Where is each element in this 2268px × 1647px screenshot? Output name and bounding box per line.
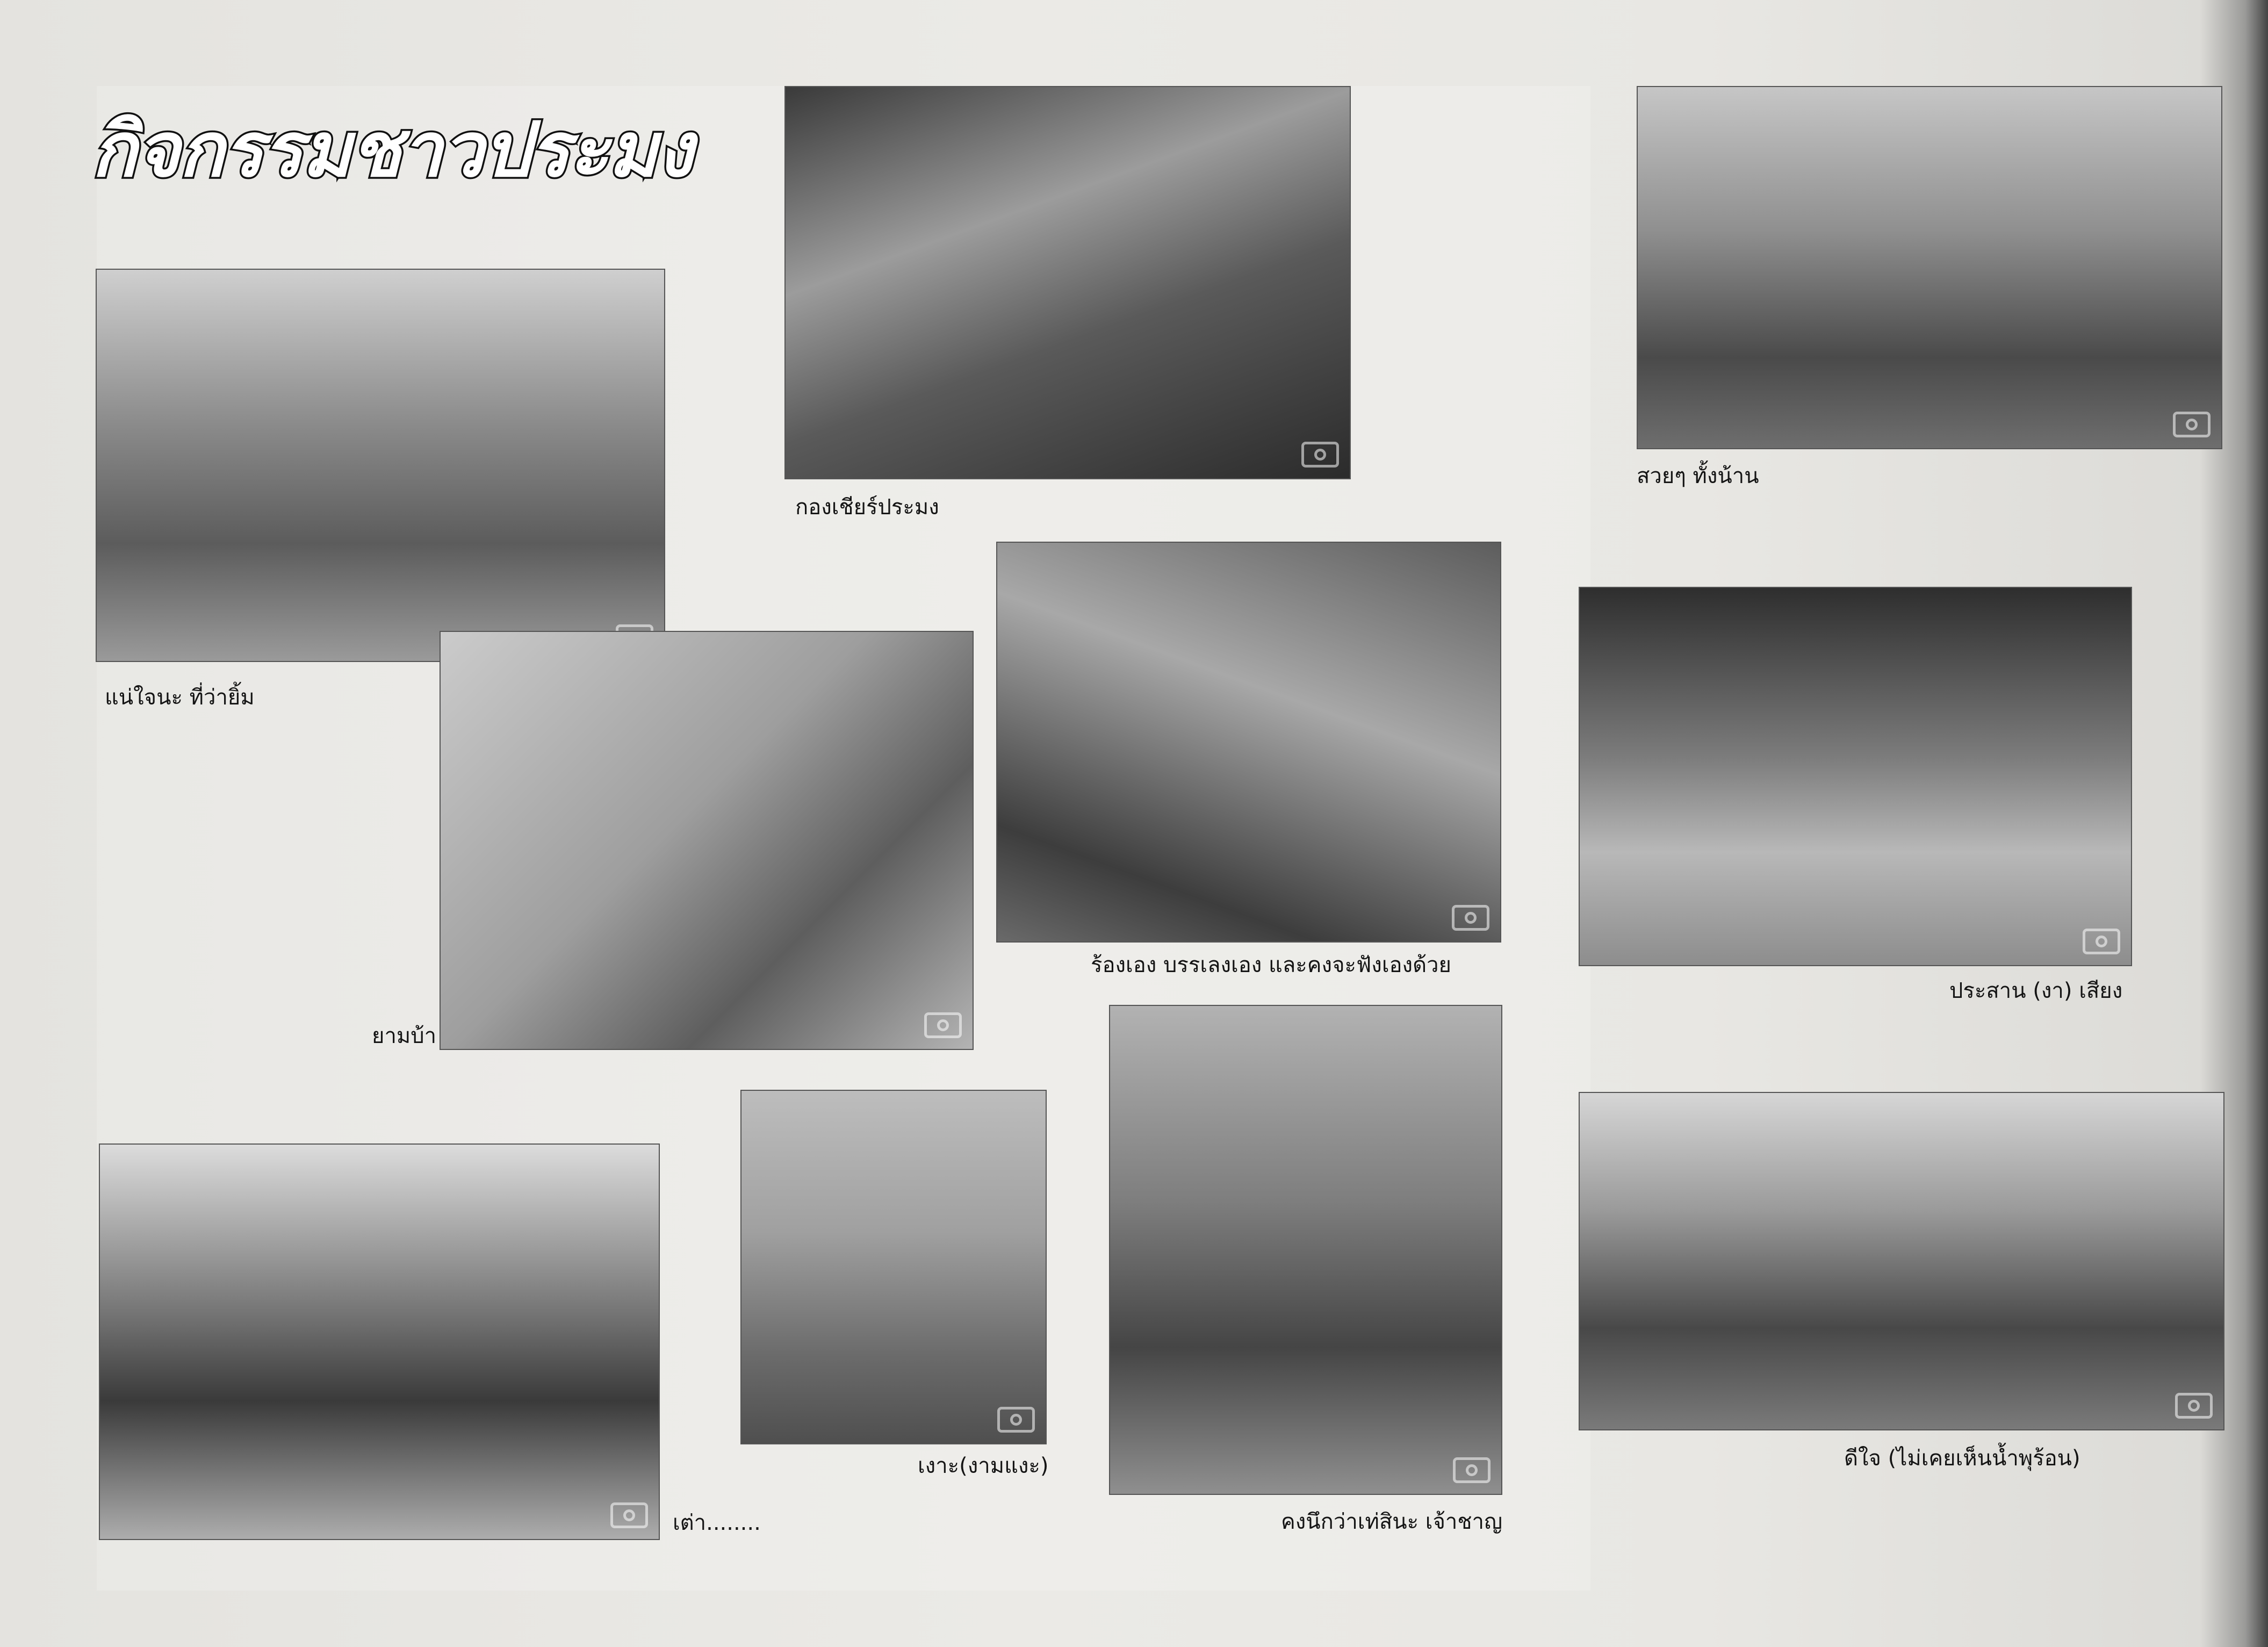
photo-icon (2175, 1393, 2213, 1419)
photo-icon (2173, 412, 2211, 437)
caption-band-stage: ร้องเอง บรรเลงเอง และคงจะฟังเองด้วย (1091, 953, 1451, 977)
photo-turtle-float (1109, 1005, 1502, 1495)
photo-icon (1301, 442, 1339, 468)
caption-singers-stage: ประสาน (งา) เสียง (1949, 979, 2123, 1003)
photo-happy-crowd (1579, 1092, 2224, 1430)
photo-shadow-figure (740, 1090, 1047, 1444)
photo-stadium-turtle (99, 1143, 660, 1540)
photo-band-stage (996, 542, 1501, 943)
caption-cheering-team: แน่ใจนะ ที่ว่ายิ้ม (105, 685, 255, 710)
photo-singers-stage (1579, 587, 2132, 966)
caption-turtle-float: คงนึกว่าเท่สินะ เจ้าชาญ (1281, 1509, 1503, 1534)
photo-ladies-grass (1637, 86, 2222, 449)
caption-cheer-squad: กองเชียร์ประมง (795, 495, 939, 520)
photo-icon (997, 1407, 1035, 1433)
caption-stadium-turtle: เต่า........ (673, 1511, 761, 1535)
photo-cheering-team (96, 269, 665, 662)
photo-icon (924, 1012, 962, 1038)
photo-icon (2083, 929, 2120, 954)
caption-shadow-figure: เงาะ(งามแงะ) (918, 1454, 1049, 1478)
caption-costume-group: ยามบ้า (372, 1024, 437, 1048)
photo-cheer-squad (784, 86, 1351, 479)
page-title: กิจกรรมชาวประมง (91, 106, 693, 194)
caption-ladies-grass: สวยๆ ทั้งน้าน (1637, 464, 1759, 488)
photo-icon (610, 1502, 648, 1528)
caption-happy-crowd: ดีใจ (ไม่เคยเห็นน้ำพุร้อน) (1844, 1446, 2080, 1471)
photo-costume-group (440, 631, 974, 1050)
photo-icon (1452, 905, 1489, 931)
photo-icon (1453, 1457, 1491, 1483)
